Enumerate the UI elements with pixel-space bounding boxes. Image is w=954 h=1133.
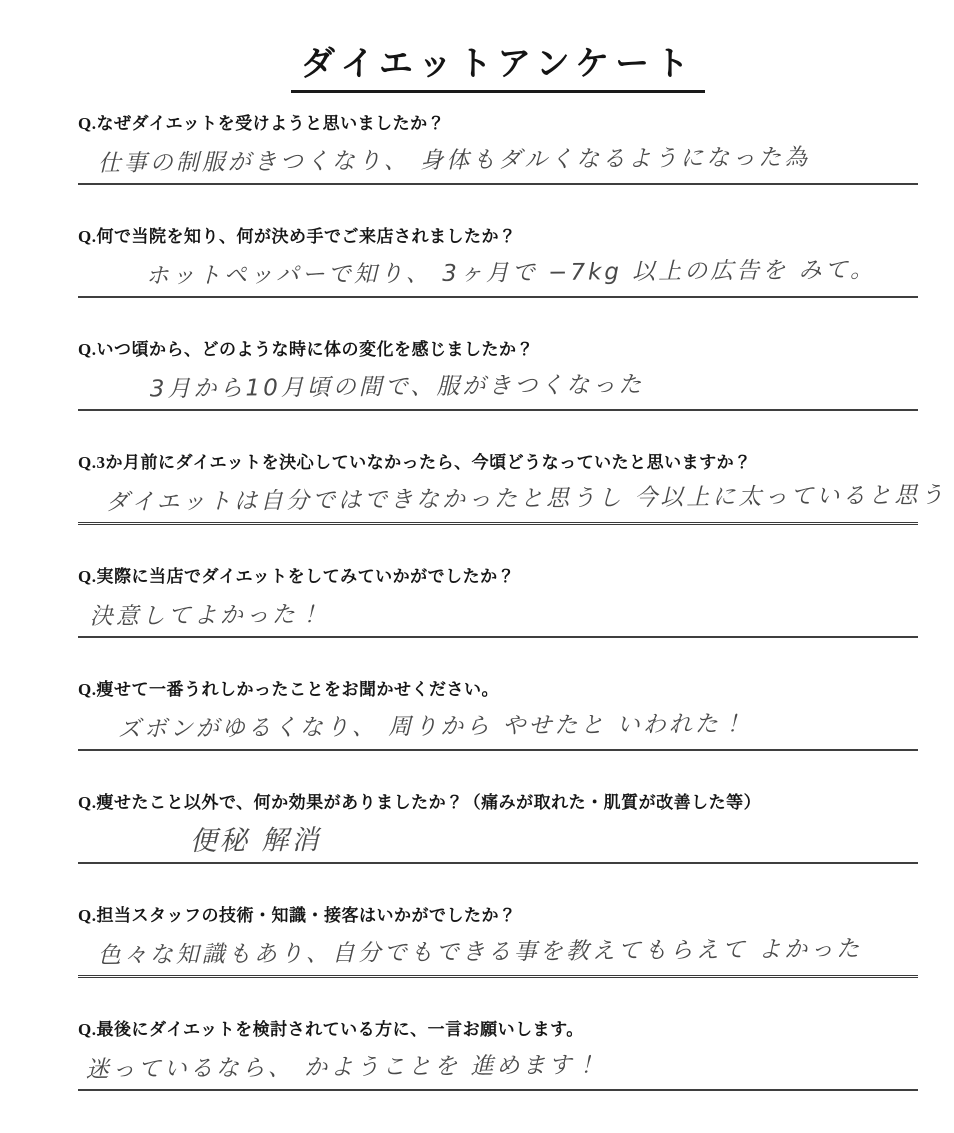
question-block-6 (78, 679, 918, 751)
page-title: ダイエットアンケート (291, 44, 705, 93)
handwritten-answer: 3月から10月頃の間で、服がきつくなった (149, 372, 645, 403)
question-text: Q.3か月前にダイエットを決心していなかったら、今頃どうなっていたと思いますか？ (78, 453, 752, 472)
handwritten-answer: ズボンがゆるくなり、 周りから やせたと いわれた！ (117, 711, 747, 743)
question-block-1 (78, 113, 918, 185)
question-block-8 (78, 905, 918, 978)
handwritten-answer: 仕事の制服がきつくなり、 身体もダルくなるようになった為 (97, 144, 811, 177)
question-block-2 (78, 226, 918, 298)
question-block-7 (78, 792, 918, 864)
handwritten-answer: 便秘 解消 (189, 824, 322, 858)
question-text: Q.いつ頃から、どのような時に体の変化を感じましたか？ (78, 340, 534, 359)
question-block-5 (78, 566, 918, 638)
question-text: Q.担当スタッフの技術・知識・接客はいかがでしたか？ (78, 906, 517, 925)
question-text: Q.最後にダイエットを検討されている方に、一言お願いします。 (78, 1020, 584, 1039)
handwritten-answer: 決意してよかった！ (89, 601, 324, 630)
question-block-3 (78, 339, 918, 411)
handwritten-answer: ホットペッパーで知り、 3ヶ月で −7kg 以上の広告を みて。 (145, 257, 877, 290)
question-text: Q.なぜダイエットを受けようと思いましたか？ (78, 114, 446, 133)
question-text: Q.痩せて一番うれしかったことをお聞かせください。 (78, 680, 499, 699)
handwritten-answer: ダイエットは自分ではできなかったと思うし 今以上に太っていると思う (105, 482, 947, 516)
question-block-4 (78, 452, 947, 525)
question-text: Q.実際に当店でダイエットをしてみていかがでしたか？ (78, 567, 516, 586)
handwritten-answer: 迷っているなら、 かようことを 進めます！ (85, 1052, 601, 1083)
question-text: Q.痩せたこと以外で、何か効果がありましたか？（痛みが取れた・肌質が改善した等） (78, 793, 762, 812)
question-text: Q.何で当院を知り、何が決め手でご来店されましたか？ (78, 227, 517, 246)
question-block-9 (78, 1019, 918, 1091)
handwritten-answer: 色々な知識もあり、自分でもできる事を教えてもらえて よかった (97, 936, 863, 969)
title-wrap (78, 44, 918, 93)
